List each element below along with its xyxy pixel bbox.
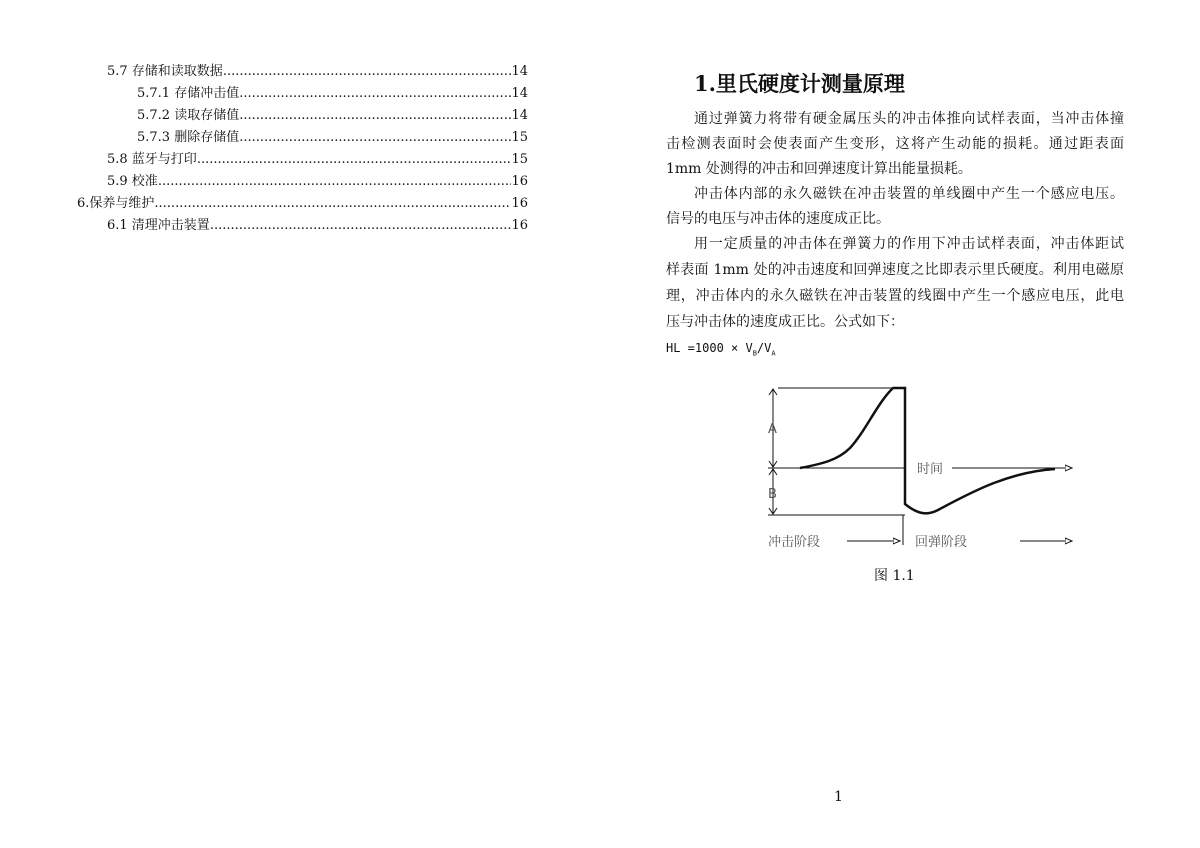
toc-entry[interactable] <box>107 151 528 169</box>
section-title: 1.里氏硬度计测量原理 <box>694 71 905 96</box>
toc-leader <box>158 173 512 191</box>
toc-leader <box>210 217 512 235</box>
signal-curve <box>800 388 1055 513</box>
label-rebound-phase: 回弹阶段 <box>915 535 968 550</box>
toc-entry[interactable] <box>137 129 528 147</box>
toc-page: 14 <box>511 86 528 101</box>
paragraph-line: 通过弹簧力将带有硬金属压头的冲击体推向试样表面，当冲击体撞 <box>694 111 1124 127</box>
toc-leader <box>197 151 512 169</box>
figure-caption: 图 1.1 <box>874 568 915 584</box>
toc-entry[interactable] <box>137 85 528 103</box>
paragraph-line: 用一定质量的冲击体在弹簧力的作用下冲击试样表面，冲击体距试 <box>694 236 1124 252</box>
label-b: B <box>768 487 777 502</box>
label-a: A <box>768 422 777 437</box>
toc-page: 14 <box>511 108 528 123</box>
page-number: 1 <box>834 789 843 805</box>
toc-page: 16 <box>511 218 528 233</box>
paragraph-line: 击检测表面时会使表面产生变形，这将产生动能的损耗。通过距表面 <box>666 136 1124 152</box>
toc-label: 5.7.1 存储冲击值 <box>137 86 240 101</box>
toc-leader <box>223 63 512 81</box>
toc-leader <box>239 107 511 125</box>
toc-label: 5.9 校准 <box>107 174 158 189</box>
formula-sub-b: B <box>752 349 757 358</box>
toc-page: 15 <box>511 130 528 145</box>
toc-page: 16 <box>511 174 528 189</box>
toc-leader <box>239 85 511 103</box>
toc-label: 5.8 蓝牙与打印 <box>107 152 197 167</box>
toc-label: 5.7 存储和读取数据 <box>107 64 223 79</box>
toc-page: 14 <box>511 64 528 79</box>
formula-mid: /V <box>756 341 772 355</box>
paragraph-line: 信号的电压与冲击体的速度成正比。 <box>666 211 890 227</box>
label-impact-phase: 冲击阶段 <box>768 535 821 550</box>
toc-label: 6.1 清理冲击装置 <box>107 218 210 233</box>
toc-entry[interactable] <box>77 195 528 213</box>
formula <box>666 341 776 357</box>
paragraph-line: 1mm 处测得的冲击和回弹速度计算出能量损耗。 <box>666 161 972 177</box>
toc-leader <box>239 129 511 147</box>
paragraph-line: 样表面 1mm 处的冲击速度和回弹速度之比即表示里氏硬度。利用电磁原 <box>666 262 1124 278</box>
toc-entry[interactable] <box>137 107 528 125</box>
toc-label: 5.7.2 读取存储值 <box>137 108 240 123</box>
label-time: 时间 <box>917 462 944 477</box>
paragraph-line: 冲击体内部的永久磁铁在冲击装置的单线圈中产生一个感应电压。 <box>694 186 1124 202</box>
toc-entry[interactable] <box>107 63 528 81</box>
toc-page: 15 <box>511 152 528 167</box>
formula-prefix: HL =1000 × V <box>666 341 753 355</box>
paragraph-line: 压与冲击体的速度成正比。公式如下： <box>666 314 904 330</box>
impact-rebound-diagram <box>750 380 1090 555</box>
paragraph-line: 理，冲击体内的永久磁铁在冲击装置的线圈中产生一个感应电压，此电 <box>666 288 1124 304</box>
toc-label: 5.7.3 删除存储值 <box>137 130 240 145</box>
toc-entry[interactable] <box>107 173 528 191</box>
toc-entry[interactable] <box>107 217 528 235</box>
toc-page: 16 <box>511 196 528 211</box>
formula-sub-a: A <box>771 349 776 358</box>
toc-leader <box>154 195 511 213</box>
toc-label: 6.保养与维护 <box>77 196 155 211</box>
